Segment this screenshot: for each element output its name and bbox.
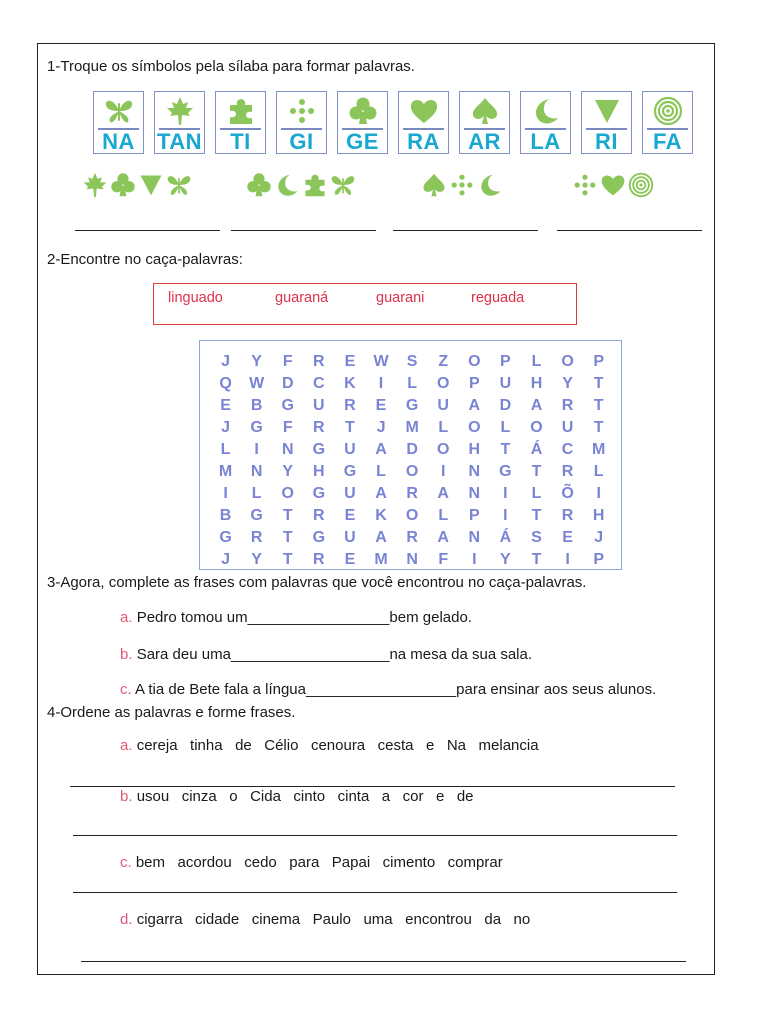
grid-cell[interactable]: F — [282, 419, 293, 436]
syllable-label: LA — [530, 129, 561, 154]
crescent-moon-icon — [477, 172, 503, 198]
grid-cell[interactable]: R — [313, 353, 325, 370]
grid-cell[interactable]: U — [437, 397, 449, 414]
grid-cell[interactable]: P — [593, 551, 604, 568]
heart-icon — [409, 96, 439, 126]
grid-cell[interactable]: T — [531, 507, 542, 524]
grid-cell[interactable]: O — [468, 353, 481, 370]
grid-cell[interactable]: R — [561, 397, 574, 414]
answer-line-d[interactable] — [81, 961, 686, 962]
item-letter: a. — [120, 737, 133, 754]
grid-cell[interactable]: A — [437, 485, 449, 502]
grid-cell[interactable]: L — [438, 419, 449, 436]
grid-cell[interactable]: L — [251, 485, 262, 502]
item-letter: c. — [120, 854, 132, 871]
grid-cell[interactable]: A — [375, 529, 387, 546]
puzzle-piece-icon — [302, 172, 328, 198]
grid-cell[interactable]: G — [343, 463, 357, 480]
grid-cell[interactable]: N — [406, 551, 418, 568]
target-rings-icon — [653, 96, 683, 126]
grid-cell[interactable]: L — [531, 353, 542, 370]
grid-cell[interactable]: A — [375, 441, 387, 458]
sentence-end: na mesa da sua sala. — [389, 646, 533, 663]
butterfly-icon — [104, 96, 134, 126]
grid-cell[interactable]: U — [344, 441, 356, 458]
grid-cell[interactable]: I — [565, 551, 570, 568]
q3-title: 3-Agora, complete as frases com palavras que você encontrou no caça-palavras. — [47, 574, 587, 591]
grid-row — [210, 549, 614, 571]
grid-cell[interactable]: T — [500, 441, 511, 458]
grid-cell[interactable]: G — [312, 441, 326, 458]
symbol-key-box — [642, 91, 693, 154]
grid-cell[interactable]: A — [530, 397, 543, 414]
grid-cell[interactable]: Õ — [561, 485, 574, 502]
grid-cell[interactable]: K — [344, 375, 356, 392]
grid-cell[interactable]: R — [561, 463, 574, 480]
q4-item-c — [120, 854, 503, 871]
answer-line-1[interactable] — [75, 230, 220, 231]
grid-cell[interactable]: Y — [251, 353, 262, 370]
symbol-key-box — [276, 91, 327, 154]
grid-cell[interactable]: A — [468, 397, 481, 414]
sentence-end: para ensinar aos seus alunos. — [456, 681, 657, 698]
q3-item-c — [120, 681, 656, 698]
answer-line-4[interactable] — [557, 230, 702, 231]
grid-cell[interactable]: N — [468, 529, 481, 546]
flower-dots-icon — [572, 172, 598, 198]
q4-item-a — [120, 737, 539, 754]
grid-cell[interactable]: G — [312, 529, 326, 546]
butterfly-icon — [166, 172, 192, 198]
scrambled-words: bem acordou cedo para Papai cimento comprar — [135, 854, 503, 871]
grid-cell[interactable]: S — [531, 529, 542, 546]
q3-item-a — [120, 609, 472, 626]
grid-cell[interactable]: T — [593, 397, 604, 414]
symbol-key-row — [93, 91, 693, 154]
crescent-moon-icon — [531, 96, 561, 126]
grid-cell[interactable]: M — [218, 463, 233, 480]
butterfly-icon — [330, 172, 356, 198]
grid-row — [210, 461, 614, 483]
symbol-key-box — [398, 91, 449, 154]
grid-cell[interactable]: U — [499, 375, 512, 392]
grid-cell[interactable]: I — [378, 375, 384, 392]
grid-cell[interactable]: D — [499, 397, 512, 414]
grid-cell[interactable]: J — [221, 551, 230, 568]
grid-cell[interactable]: U — [313, 397, 325, 414]
grid-cell[interactable]: L — [407, 375, 417, 392]
word-search-grid — [199, 340, 622, 570]
grid-cell[interactable]: Á — [530, 441, 543, 458]
grid-cell[interactable]: H — [530, 375, 543, 392]
answer-line-c[interactable] — [73, 892, 677, 893]
grid-cell[interactable]: J — [221, 353, 230, 370]
grid-cell[interactable]: G — [250, 507, 263, 524]
grid-cell[interactable]: I — [440, 463, 446, 480]
grid-cell[interactable]: N — [468, 485, 481, 502]
grid-cell[interactable]: O — [561, 353, 574, 370]
sentence-end: bem gelado. — [389, 609, 472, 626]
grid-row — [210, 505, 614, 527]
club-icon — [110, 172, 136, 198]
grid-cell[interactable]: E — [220, 397, 231, 414]
grid-cell[interactable]: P — [468, 507, 480, 524]
grid-cell[interactable]: F — [438, 551, 449, 568]
syllable-label: TI — [230, 129, 251, 154]
word-item: linguado — [168, 290, 223, 306]
symbol-combo-2 — [246, 172, 356, 198]
grid-cell[interactable]: Y — [251, 551, 262, 568]
grid-cell[interactable]: R — [250, 529, 263, 546]
scrambled-words: usou cinza o Cida cinto cinta a cor e de — [136, 788, 474, 805]
grid-row — [210, 395, 614, 417]
symbol-combo-3 — [421, 172, 503, 198]
answer-line-3[interactable] — [393, 230, 538, 231]
flower-dots-icon — [449, 172, 475, 198]
grid-cell[interactable]: H — [468, 441, 481, 458]
grid-cell[interactable]: L — [531, 485, 542, 502]
grid-cell[interactable]: O — [436, 441, 450, 458]
scrambled-words: cereja tinha de Célio cenoura cesta e Na melancia — [136, 737, 539, 754]
grid-cell[interactable]: M — [405, 419, 419, 436]
answer-line-2[interactable] — [231, 230, 376, 231]
syllable-label: AR — [468, 129, 501, 154]
q4-item-d — [120, 911, 530, 928]
grid-cell[interactable]: Y — [500, 551, 511, 568]
symbol-key-box — [459, 91, 510, 154]
flower-dots-icon — [287, 96, 317, 126]
grid-cell[interactable]: A — [375, 485, 387, 502]
grid-cell[interactable]: E — [344, 551, 356, 568]
grid-cell[interactable]: U — [344, 529, 356, 546]
grid-cell[interactable]: W — [373, 353, 389, 370]
grid-cell[interactable]: O — [405, 507, 419, 524]
grid-cell[interactable]: T — [531, 463, 542, 480]
grid-row — [210, 483, 614, 505]
grid-cell[interactable]: G — [219, 529, 232, 546]
grid-cell[interactable]: T — [593, 375, 604, 392]
grid-cell[interactable]: N — [281, 441, 294, 458]
grid-cell[interactable]: I — [254, 441, 259, 458]
symbol-key-box — [215, 91, 266, 154]
grid-cell[interactable]: Q — [219, 375, 232, 392]
fill-blank[interactable]: _________________ — [247, 609, 390, 626]
grid-cell[interactable]: U — [344, 485, 356, 502]
grid-cell[interactable]: T — [282, 529, 293, 546]
grid-cell[interactable]: N — [250, 463, 263, 480]
answer-line-b[interactable] — [73, 835, 677, 836]
syllable-label: NA — [102, 129, 135, 154]
spade-icon — [470, 96, 500, 126]
sentence-start: Pedro tomou um — [136, 609, 248, 626]
symbol-combo-1 — [82, 172, 192, 198]
grid-cell[interactable]: L — [376, 463, 386, 480]
sentence-start: A tia de Bete fala a língua — [135, 681, 306, 698]
target-rings-icon — [628, 172, 654, 198]
symbol-key-box — [93, 91, 144, 154]
grid-cell[interactable]: T — [282, 507, 293, 524]
grid-cell[interactable]: R — [313, 419, 325, 436]
grid-cell[interactable]: D — [406, 441, 418, 458]
grid-cell[interactable]: L — [220, 441, 231, 458]
club-icon — [348, 96, 378, 126]
maple-leaf-icon — [82, 172, 108, 198]
grid-cell[interactable]: B — [219, 507, 232, 524]
puzzle-piece-icon — [226, 96, 256, 126]
grid-cell[interactable]: E — [344, 507, 356, 524]
grid-cell[interactable]: M — [592, 441, 606, 458]
syllable-label: GE — [346, 129, 379, 154]
grid-cell[interactable]: R — [406, 529, 418, 546]
grid-cell[interactable]: P — [500, 353, 511, 370]
grid-cell[interactable]: H — [592, 507, 605, 524]
item-letter: b. — [120, 646, 133, 663]
grid-cell[interactable]: P — [593, 353, 604, 370]
grid-cell[interactable]: Y — [282, 463, 294, 480]
grid-cell[interactable]: O — [281, 485, 294, 502]
maple-leaf-icon — [165, 96, 195, 126]
grid-cell[interactable]: W — [249, 375, 265, 392]
grid-row — [210, 373, 614, 395]
grid-cell[interactable]: R — [344, 397, 356, 414]
grid-cell[interactable]: G — [250, 419, 263, 436]
grid-cell[interactable]: R — [313, 551, 325, 568]
down-triangle-icon — [592, 96, 622, 126]
word-item: guaraná — [275, 290, 329, 306]
symbol-key-box — [154, 91, 205, 154]
grid-cell[interactable]: G — [281, 397, 294, 414]
grid-cell[interactable]: Z — [438, 353, 449, 370]
grid-cell[interactable]: P — [468, 375, 480, 392]
item-letter: c. — [120, 681, 132, 698]
item-letter: d. — [120, 911, 133, 928]
grid-cell[interactable]: A — [437, 529, 449, 546]
grid-cell[interactable]: S — [406, 353, 418, 370]
grid-cell[interactable]: L — [593, 463, 604, 480]
symbol-key-box — [337, 91, 388, 154]
grid-cell[interactable]: U — [561, 419, 574, 436]
grid-cell[interactable]: G — [405, 397, 419, 414]
grid-cell[interactable]: J — [594, 529, 604, 546]
grid-cell[interactable]: N — [468, 463, 481, 480]
word-item: guarani — [376, 290, 425, 306]
grid-cell[interactable]: T — [593, 419, 604, 436]
symbol-combo-4 — [572, 172, 654, 198]
grid-cell[interactable]: R — [313, 507, 325, 524]
syllable-label: RI — [595, 129, 618, 154]
answer-line-a[interactable] — [70, 786, 675, 787]
grid-cell[interactable]: G — [499, 463, 512, 480]
grid-cell[interactable]: I — [596, 485, 601, 502]
grid-cell[interactable]: C — [561, 441, 574, 458]
grid-cell[interactable]: K — [375, 507, 387, 524]
grid-cell[interactable]: T — [282, 551, 293, 568]
grid-cell[interactable]: R — [561, 507, 574, 524]
q1-title: 1-Troque os símbolos pela sílaba para formar palavras. — [47, 58, 415, 75]
grid-cell[interactable]: I — [503, 507, 508, 524]
heart-icon — [600, 172, 626, 198]
grid-cell[interactable]: H — [313, 463, 325, 480]
grid-cell[interactable]: C — [313, 375, 325, 392]
syllable-label: GI — [289, 129, 314, 154]
grid-cell[interactable]: O — [436, 375, 450, 392]
symbol-key-box — [520, 91, 571, 154]
fill-blank[interactable]: __________________ — [305, 681, 457, 698]
grid-cell[interactable]: O — [468, 419, 481, 436]
grid-cell[interactable]: L — [438, 507, 449, 524]
syllable-label: FA — [652, 129, 683, 154]
grid-cell[interactable]: B — [250, 397, 263, 414]
grid-cell[interactable]: M — [374, 551, 388, 568]
syllable-label: TAN — [156, 129, 203, 154]
grid-cell[interactable]: F — [282, 353, 293, 370]
grid-row — [210, 439, 614, 461]
grid-cell[interactable]: I — [503, 485, 508, 502]
q4-title: 4-Ordene as palavras e forme frases. — [47, 704, 296, 721]
grid-row — [210, 351, 614, 373]
down-triangle-icon — [138, 172, 164, 198]
grid-cell[interactable]: Á — [499, 529, 512, 546]
grid-cell[interactable]: L — [500, 419, 511, 436]
q2-title: 2-Encontre no caça-palavras: — [47, 251, 243, 268]
grid-cell[interactable]: I — [223, 485, 228, 502]
word-item: reguada — [471, 290, 525, 306]
grid-cell[interactable]: E — [375, 397, 387, 414]
grid-cell[interactable]: O — [405, 463, 419, 480]
grid-cell[interactable]: Y — [562, 375, 573, 392]
grid-cell[interactable]: I — [472, 551, 477, 568]
q3-item-b — [120, 646, 532, 663]
grid-cell[interactable]: E — [562, 529, 573, 546]
spade-icon — [421, 172, 447, 198]
item-letter: a. — [120, 609, 133, 626]
q4-item-b — [120, 788, 474, 805]
syllable-label: RA — [407, 129, 440, 154]
grid-row — [210, 417, 614, 439]
symbol-key-box — [581, 91, 632, 154]
grid-cell[interactable]: D — [281, 375, 294, 392]
crescent-moon-icon — [274, 172, 300, 198]
grid-cell[interactable]: T — [345, 419, 355, 436]
grid-cell[interactable]: J — [376, 419, 386, 436]
grid-cell[interactable]: R — [406, 485, 418, 502]
grid-cell[interactable]: E — [344, 353, 356, 370]
grid-cell[interactable]: T — [531, 551, 542, 568]
grid-cell[interactable]: O — [530, 419, 543, 436]
club-icon — [246, 172, 272, 198]
fill-blank[interactable]: ___________________ — [230, 646, 390, 663]
grid-cell[interactable]: G — [312, 485, 326, 502]
scrambled-words: cigarra cidade cinema Paulo uma encontrou da no — [136, 911, 531, 928]
grid-cell[interactable]: J — [221, 419, 230, 436]
item-letter: b. — [120, 788, 133, 805]
sentence-start: Sara deu uma — [136, 646, 231, 663]
grid-row — [210, 527, 614, 549]
word-list-box — [153, 283, 577, 325]
